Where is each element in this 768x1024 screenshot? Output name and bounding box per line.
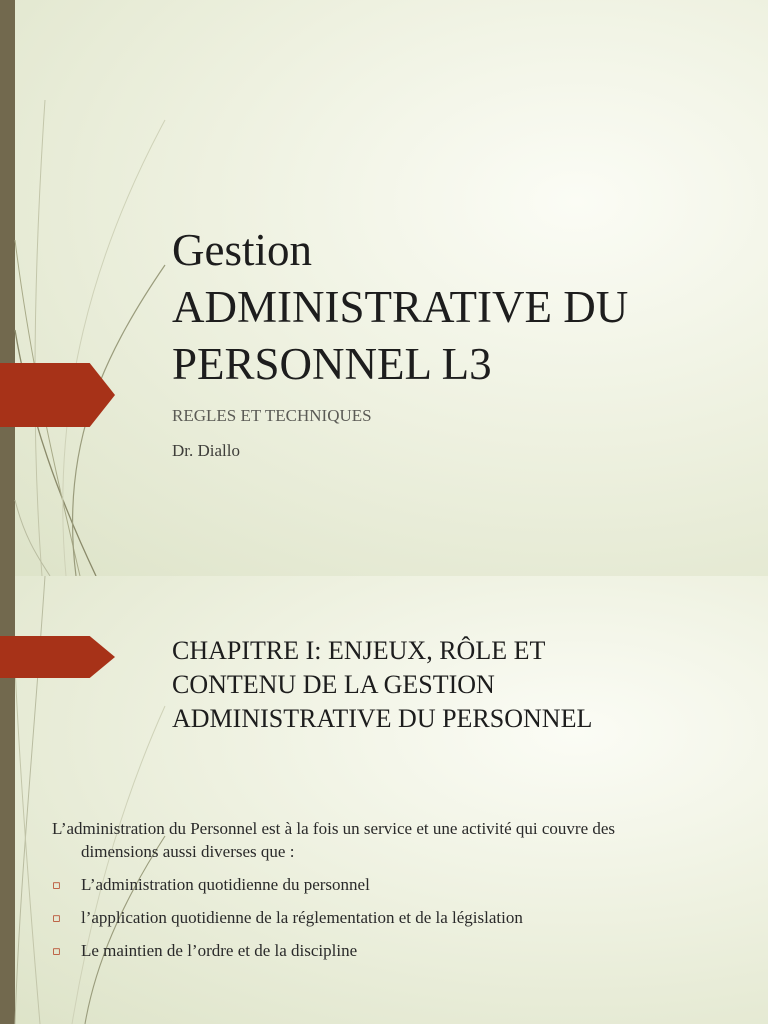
presentation-title bbox=[172, 222, 752, 393]
chapter-title bbox=[172, 634, 732, 736]
square-bullet-icon: ▫ bbox=[52, 944, 61, 959]
square-bullet-icon: ▫ bbox=[52, 911, 61, 926]
decorative-curves bbox=[0, 0, 200, 576]
subtitle: REGLES ET TECHNIQUES bbox=[172, 406, 372, 425]
title-line: Gestion bbox=[172, 225, 312, 275]
chapter-title-line: ADMINISTRATIVE DU PERSONNEL bbox=[172, 704, 593, 733]
author: Dr. Diallo bbox=[172, 441, 240, 460]
bullet-item bbox=[52, 873, 523, 906]
bullet-text: L’administration quotidienne du personnel bbox=[81, 875, 370, 894]
chapter-title-line: CHAPITRE I: ENJEUX, RÔLE ET bbox=[172, 636, 546, 665]
bullet-list bbox=[52, 873, 523, 972]
bullet-text: Le maintien de l’ordre et de la discipline bbox=[81, 941, 358, 960]
bullet-text: l’application quotidienne de la réglementation et de la législation bbox=[81, 908, 523, 927]
title-line: ADMINISTRATIVE DU bbox=[172, 282, 629, 332]
bullet-item bbox=[52, 939, 523, 972]
bullet-item bbox=[52, 906, 523, 939]
intro-line: L’administration du Personnel est à la fois un service et une activité qui couvre des bbox=[52, 819, 616, 838]
chapter-title-line: CONTENU DE LA GESTION bbox=[172, 670, 495, 699]
title-line: PERSONNEL L3 bbox=[172, 339, 492, 389]
square-bullet-icon: ▫ bbox=[52, 878, 61, 893]
chapter-slide bbox=[0, 576, 768, 1024]
intro-paragraph bbox=[52, 817, 712, 863]
intro-line: dimensions aussi diverses que : bbox=[81, 842, 295, 861]
